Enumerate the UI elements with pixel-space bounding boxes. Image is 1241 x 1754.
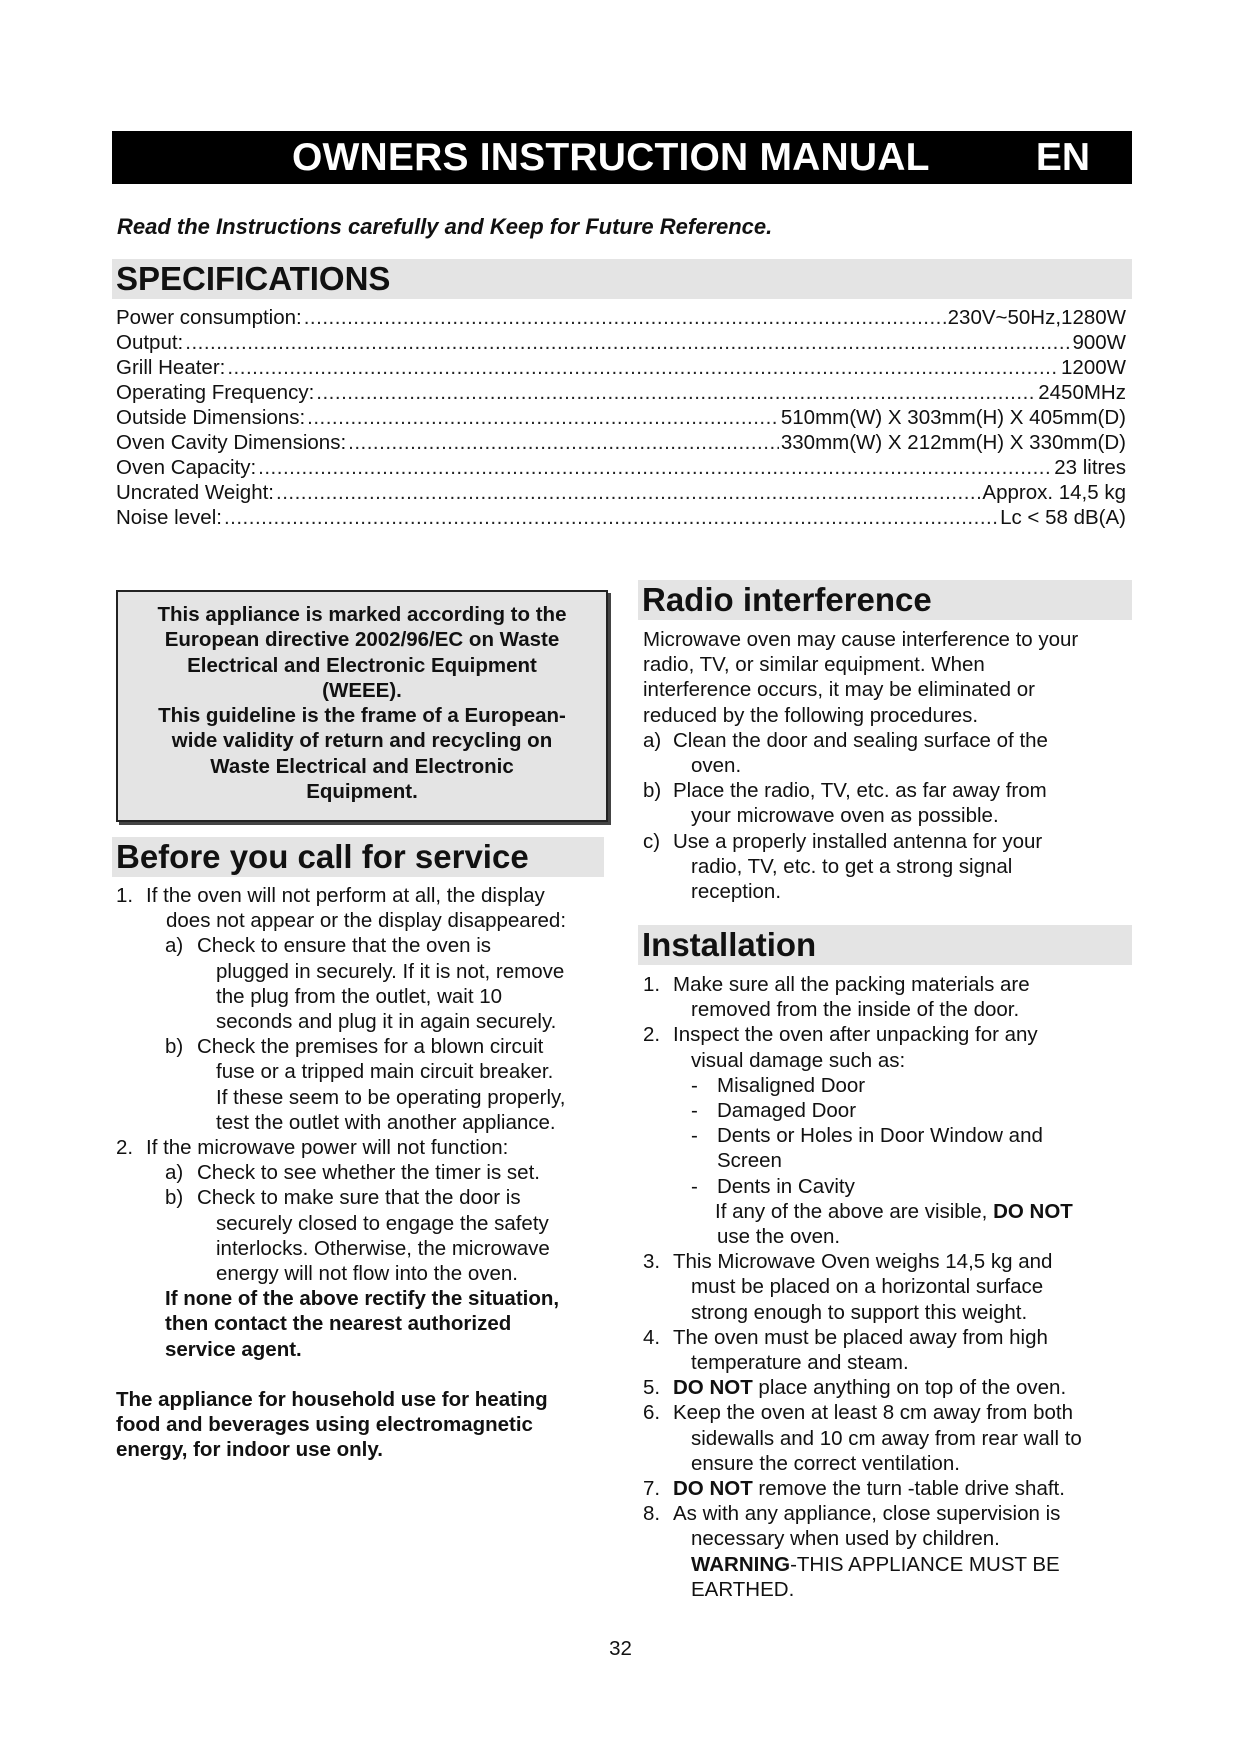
list-marker: 5. [643,1376,661,1400]
radio-item-text: oven. [691,754,742,778]
service-item-text: If the oven will not perform at all, the display [146,884,545,907]
spec-value: 510mm(W) X 303mm(H) X 405mm(D) [780,406,1126,429]
list-marker: 2. [116,1136,134,1160]
service-note [116,1286,616,1362]
service-item-text: If the microwave power will not function: [146,1136,509,1160]
spec-label: Noise level: [116,506,222,529]
damage-item [643,1098,1133,1123]
install-item-1 [643,972,1133,1022]
list-marker: 6. [643,1401,661,1425]
do-not-emphasis: DO NOT [673,1477,753,1501]
weee-line: Waste Electrical and Electronic [210,754,514,778]
radio-heading: Radio interference [638,580,1132,620]
service-item-text: plugged in securely. If it is not, remove [216,959,565,983]
install-item-text: removed from the inside of the door. [691,998,1020,1022]
service-item-text: Check the premises for a blown circuit [197,1035,544,1059]
install-item-text: must be placed on a horizontal surface [691,1275,1044,1299]
list-marker: 2. [643,1023,661,1047]
spec-value: 1200W [1061,356,1126,379]
specifications-list [116,305,1126,530]
dash-marker: - [691,1174,698,1198]
damage-item-text: Misaligned Door [717,1073,866,1097]
spec-label: Uncrated Weight: [116,481,275,504]
weee-line: This appliance is marked according to the [157,603,567,626]
spec-value: Approx. 14,5 kg [982,481,1126,504]
spec-row [116,355,1126,380]
install-item-text: This Microwave Oven weighs 14,5 kg and [673,1250,1053,1274]
dash-marker: - [691,1124,698,1148]
spec-row [116,380,1126,405]
radio-item-c [643,829,1133,905]
install-item-3 [643,1249,1133,1325]
list-marker: 7. [643,1477,661,1501]
damage-item [643,1174,1133,1199]
spec-row [116,430,1126,455]
usage-line: food and beverages using electromagnetic [116,1413,533,1437]
service-note-line: If none of the above rectify the situation, [165,1287,560,1311]
weee-line: Electrical and Electronic Equipment [187,653,537,677]
service-item-text: energy will not flow into the oven. [216,1262,518,1286]
manual-title: OWNERS INSTRUCTION MANUAL [292,136,930,179]
service-item-1 [116,883,616,933]
service-item-text: the plug from the outlet, wait 10 [216,984,503,1008]
service-item-1b [116,1034,616,1135]
service-item-text: Check to see whether the timer is set. [197,1161,540,1185]
list-marker: a) [165,1161,184,1185]
weee-line: wide validity of return and recycling on [171,729,553,753]
service-note-line: service agent. [165,1337,302,1361]
install-item-text: Make sure all the packing materials are [673,973,1030,996]
usage-statement [116,1387,616,1463]
radio-item-text: reception. [691,880,782,904]
installation-heading: Installation [638,925,1132,965]
radio-item-text: Clean the door and sealing surface of the [673,728,1048,752]
damage-item-text: Dents in Cavity [717,1174,855,1198]
damage-item-text: Dents or Holes in Door Window and [717,1124,1043,1148]
radio-paragraph-line: interference occurs, it may be eliminated or [643,678,1035,702]
service-item-2a [116,1160,616,1185]
installation-section [643,972,1133,1602]
language-code: EN [1035,136,1090,179]
radio-section [643,627,1133,904]
specifications-heading: SPECIFICATIONS [112,259,1132,299]
usage-line: The appliance for household use for heating [116,1387,548,1411]
install-item-text: As with any appliance, close supervision is [673,1502,1061,1526]
spec-row [116,305,1126,330]
install-item-6 [643,1400,1133,1476]
spec-label: Grill Heater: [116,356,226,379]
spec-value: Lc < 58 dB(A) [1000,506,1126,529]
spec-row [116,505,1126,530]
spec-row [116,405,1126,430]
install-item-text: The oven must be placed away from high [673,1325,1048,1349]
install-item-text: remove the turn -table drive shaft. [758,1477,1065,1501]
damage-item [643,1073,1133,1098]
warning-label: WARNING [691,1552,791,1576]
spec-label: Oven Capacity: [116,456,257,479]
service-item-1a [116,933,616,1034]
list-marker: 1. [116,884,134,907]
install-item-5 [643,1375,1133,1400]
install-item-text: Keep the oven at least 8 cm away from both [673,1401,1073,1425]
list-marker: 4. [643,1325,661,1349]
list-marker: 1. [643,973,661,996]
service-item-text: Check to make sure that the door is [197,1186,521,1210]
spec-value: 900W [1072,331,1126,354]
page-number: 32 [609,1637,632,1660]
install-item-4 [643,1325,1133,1375]
radio-item-text: Place the radio, TV, etc. as far away from [673,779,1047,803]
service-item-text: Check to ensure that the oven is [197,934,492,958]
list-marker: 8. [643,1502,661,1526]
service-item-text: If these seem to be operating properly, [216,1085,566,1109]
visible-note-text: If any of the above are visible, [715,1199,988,1223]
install-item-7 [643,1476,1133,1501]
visible-damage-note [643,1199,1133,1249]
weee-line: This guideline is the frame of a European- [158,704,566,728]
weee-notice-box [116,590,608,822]
spec-label: Output: [116,331,184,354]
service-item-text: does not appear or the display disappeared: [166,909,567,933]
spec-row [116,455,1126,480]
list-marker: a) [643,728,662,752]
radio-paragraph-line: radio, TV, or similar equipment. When [643,653,985,677]
install-item-text: strong enough to support this weight. [691,1300,1028,1324]
radio-paragraph-line: Microwave oven may cause interference to your [643,628,1079,651]
install-item-text: temperature and steam. [691,1351,909,1375]
list-marker: b) [643,779,662,803]
damage-item [643,1123,1133,1173]
service-heading: Before you call for service [112,837,604,877]
weee-line: Equipment. [306,780,418,804]
warning-text: EARTHED. [691,1577,795,1601]
spec-row [116,330,1126,355]
spec-value: 330mm(W) X 212mm(H) X 330mm(D) [780,431,1126,454]
weee-line: European directive 2002/96/EC on Waste [164,628,560,652]
install-item-text: Inspect the oven after unpacking for any [673,1023,1038,1047]
list-marker: b) [165,1186,184,1210]
radio-item-text: radio, TV, etc. to get a strong signal [691,854,1013,878]
spec-value: 23 litres [1054,456,1126,479]
damage-item-text: Screen [717,1149,782,1173]
list-marker: b) [165,1035,184,1059]
radio-item-a [643,728,1133,778]
radio-item-b [643,778,1133,828]
damage-item-text: Damaged Door [717,1099,857,1123]
radio-item-text: your microwave oven as possible. [691,804,999,828]
spec-value: 2450MHz [1038,381,1126,404]
spec-label: Operating Frequency: [116,381,315,404]
spec-value: 230V~50Hz,1280W [947,306,1126,329]
dash-marker: - [691,1073,698,1097]
tagline: Read the Instructions carefully and Keep for Future Reference. [117,214,773,239]
service-section [116,883,616,1462]
list-marker: 3. [643,1250,661,1274]
spec-label: Power consumption: [116,306,302,329]
service-item-2 [116,1135,616,1160]
radio-paragraph-line: reduced by the following procedures. [643,703,979,727]
weee-line: (WEEE). [322,678,402,702]
install-item-2 [643,1022,1133,1072]
do-not-emphasis: DO NOT [993,1199,1073,1223]
usage-line: energy, for indoor use only. [116,1438,383,1462]
warning-text: -THIS APPLIANCE MUST BE [790,1552,1060,1576]
list-marker: a) [165,934,184,958]
install-item-8 [643,1501,1133,1602]
visible-note-text: use the oven. [717,1225,841,1249]
spec-label: Oven Cavity Dimensions: [116,431,347,454]
dash-marker: - [691,1099,698,1123]
service-item-2b [116,1185,616,1286]
service-item-text: fuse or a tripped main circuit breaker. [216,1060,554,1084]
install-item-text: sidewalls and 10 cm away from rear wall to [691,1426,1082,1450]
service-note-line: then contact the nearest authorized [165,1312,512,1336]
title-banner [112,131,1132,184]
service-item-text: interlocks. Otherwise, the microwave [216,1236,550,1260]
spec-row [116,480,1126,505]
list-marker: c) [643,829,661,853]
install-item-text: ensure the correct ventilation. [691,1451,960,1475]
do-not-emphasis: DO NOT [673,1376,753,1400]
install-item-text: necessary when used by children. [691,1527,1000,1551]
install-item-text: visual damage such as: [691,1048,906,1072]
service-item-text: securely closed to engage the safety [216,1211,549,1235]
install-item-text: place anything on top of the oven. [758,1376,1067,1400]
radio-item-text: Use a properly installed antenna for your [673,829,1043,853]
spec-label: Outside Dimensions: [116,406,306,429]
service-item-text: seconds and plug it in again securely. [216,1010,557,1034]
service-item-text: test the outlet with another appliance. [216,1110,556,1134]
